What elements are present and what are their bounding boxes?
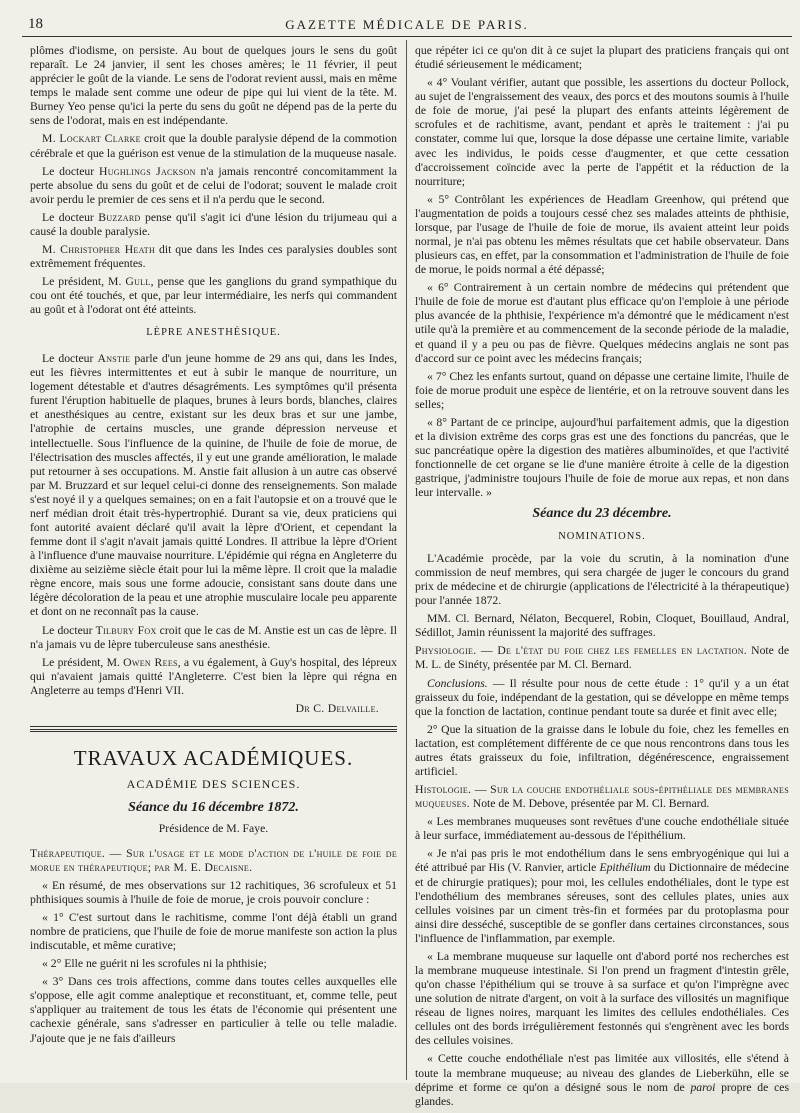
paper-title: Physiologie. — De l'état du foie chez les femelles en lactation. Note de M. L. de Sinéty, présentée par M. Cl. Bernard. xyxy=(415,644,790,672)
academy-heading: ACADÉMIE DES SCIENCES. xyxy=(126,777,301,792)
column-divider xyxy=(406,40,407,1080)
paragraph: plômes d'iodisme, on persiste. Au bout de quelques jours le sens du goût reparaît. Le 24 janvier, il sent les choses amères; le 11 février, il peut apprécier le goût de la viande. Le sens de l'odorat revient aussi, mais en même temps le malade sent comme une odeur de pipe qui lui vient de la tête. M. Burney Yeo pense qu'ici la perte du sens du goût ne dépend pas de la perte du sens de l'odorat, mais en est indépendante. xyxy=(30,44,397,128)
quote-paragraph: « 4° Voulant vérifier, autant que possible, les assertions du docteur Pollock, au sujet de l'engraissement des veaux, des porcs et des moutons soumis à l'huile de foie de morue, j'ai pesé la plupart des enfants atteints légèrement de scrofules et de rachitisme, avant, pendant et après le traitement : j'ai pu constater, comme lui que, lorsque la dose dépasse une certaine limite, variable avec les individus, le poids cesse d'augmenter, et que cette cessation d'accroissement coïncide avec la perte de l'appétit et la réduction de la nourriture; xyxy=(415,76,789,188)
subsection-heading: LÈPRE ANESTHÉSIQUE. xyxy=(146,327,281,339)
section-separator xyxy=(30,726,397,727)
quote-paragraph: « 7° Chez les enfants surtout, quand on dépasse une certaine limite, l'huile de foie de morue produit une espèce de lientérie, et on la retrouve souvent dans les selles; xyxy=(415,369,789,411)
paragraph: Conclusions. — Il résulte pour nous de cette étude : 1° qu'il y a un état graisseux du foie, indépendant de la gestation, qui se développe en même temps que la fonction de lactation, continue pendant toute sa durée et finit avec elle; xyxy=(415,676,789,718)
paragraph: Le docteur Buzzard pense qu'il s'agit ici d'une lésion du trijumeau qui a causé la double paralysie. xyxy=(30,210,397,238)
person-name: Buzzard xyxy=(98,210,141,224)
session-heading: Séance du 23 décembre. xyxy=(532,506,672,522)
person-name: Anstie xyxy=(97,352,131,366)
subject-label: Thérapeutique. xyxy=(30,846,106,860)
quote-paragraph: « 8° Partant de ce principe, aujourd'hui parfaitement admis, que la digestion et la division extrême des corps gras est une des fonctions du pancréas, que le suc pancréatique opère la digestion des matières albuminoïdes, et que l'activité fonctionnelle de cet organe se lie d'une manière étroite à celle de la digestion gastrique, j'administre toujours l'huile de foie de morue aux repas, et non dans leur intervalle. » xyxy=(415,415,789,500)
subject-label: Physiologie. xyxy=(415,644,477,658)
person-name: Hughlings Jackson xyxy=(98,164,196,178)
person-name: M. Christopher Heath xyxy=(42,243,156,257)
paragraph: Le docteur Tilbury Fox croit que le cas de M. Anstie est un cas de lèpre. Il n'a jamais vu de lèpre tuberculeuse sans anesthésie. xyxy=(30,623,397,651)
journal-title: GAZETTE MÉDICALE DE PARIS. xyxy=(285,17,529,32)
page-number: 18 xyxy=(28,16,43,32)
paragraph: Le docteur Anstie parle d'un jeune homme de 29 ans qui, dans les Indes, eut les fièvres intermittentes et eut à subir le manque de nourriture, un logement détestable et d'autres désagréments. Les symptômes qu'il présenta furent l'éruption habituelle de plaques, brunes à leurs bords, blanches, claires et anesthésiques au centre, existant sur les deux bras et sur une jambe, l'atrophie de certains muscles, une grande dépression nerveuse et intellectuelle. Sous l'influence de la quinine, de l'huile de foie de morue, de l'électrisation des muscles affectés, il y eut une grande amélioration, le malade put retourner à ses occupations. M. Anstie fait allusion à un autre cas observé par M. Bruzzard et sur lequel celui-ci donne des renseignements. Son malade s'est noyé il y a quelques semaines; on en a fait l'autopsie et on a trouvé que le nerf médian droit était très-hypertrophié. Durant sa vie, deux praticiens qui font autorité avaient déclaré qu'il avait la lèpre d'Orient, et cependant la femme dont il s'agit n'avait jamais quitté Londres. Il attribue la lèpre d'Orient à l'influence d'une mauvaise nourriture. L'épidémie qui régna en Angleterre du dixième au seizième siècle était pour lui la même lèpre. Il croit que la maladie règne encore, mais sous une forme adoucie, consistant sans doute dans une légère décoloration de la peau et une atrophie musculaire locale peu apparente et dont on ne reconnaît pas la cause. xyxy=(30,352,397,619)
quote-paragraph: « 6° Contrairement à un certain nombre de médecins qui prétendent que l'huile de foie de morue est d'autant plus efficace qu'on l'emploie à une période plus avancée de la phthisie, l'expérience m'a démontré que le médicament n'est utile qu'à la première et au commencement de la seconde période de la maladie, et quand il y a peu ou pas de fièvre. Quelques médecins anglais ne sont pas d'accord sur ce point avec les médecins français; xyxy=(415,281,789,365)
quote-paragraph: « Cette couche endothéliale n'est pas limitée aux villosités, elle s'étend à toute la membrane muqueuse; au niveau des glandes de Lieberkühn, elle se déprime et forme ce qu'on a désigné sous le nom de paroi propre de ces glandes. xyxy=(415,1052,789,1108)
section-title: TRAVAUX ACADÉMIQUES. xyxy=(73,745,354,770)
paragraph: M. Christopher Heath dit que dans les Indes ces paralysies doubles sont extrêmement fréquentes. xyxy=(30,243,397,271)
quote-paragraph: « 1° C'est surtout dans le rachitisme, comme l'ont déjà établi un grand nombre de praticiens, que l'huile de foie de morue manifeste son action la plus indiscutable, et même curative; xyxy=(30,910,397,953)
conclusions-label: Conclusions. xyxy=(427,676,488,690)
session-heading: Séance du 16 décembre 1872. xyxy=(128,799,299,815)
quote-paragraph: « 5° Contrôlant les expériences de Headlam Greenhow, qui prétend que l'augmentation de poids a toujours cessé chez ses malades atteints de phthisie, lorsque, par l'usage de l'huile de foie de morue, ils avaient atteint leur poids normal, je n'ai pas obtenu les mêmes résultats que cet habile observateur. Dans plusieurs cas, en effet, par la consommation et l'administration de l'huile de foie de morue, le poids normal a été dépassé; xyxy=(415,192,789,277)
person-name: Owen Rees xyxy=(123,655,178,669)
paragraph: M. Lockart Clarke croit que la double paralysie dépend de la commotion cérébrale et que la guérison est venue de la stimulation de la muqueuse nasale. xyxy=(30,132,397,160)
person-name: Gull xyxy=(125,275,151,289)
paper-title: Thérapeutique. — Sur l'usage et le mode d'action de l'huile de foie de morue en thérapeutique; par M. E. Decaisne. xyxy=(30,846,397,874)
author-signature: Dr C. Delvaille. xyxy=(295,701,379,715)
paragraph: MM. Cl. Bernard, Nélaton, Becquerel, Robin, Cloquet, Bouillaud, Andral, Sédillot, Jamin réunissent la majorité des suffrages. xyxy=(415,612,789,640)
subject-label: Histologie. xyxy=(415,783,472,797)
paragraph: Le président, M. Owen Rees, a vu également, à Guy's hospital, des lépreux qui n'avaient jamais quitté l'Angleterre. C'est bien la lèpre qui régna en Angleterre au temps d'Henri VII. xyxy=(30,655,397,697)
quote-paragraph: « Je n'ai pas pris le mot endothélium dans le sens embryogénique qui lui a été attribué par His (V. Ranvier, article Epithélium du Dictionnaire de médecine et de chirurgie pratiques); pour moi, les cellules endothéliales, dont le type est l'endothélium des membranes séreuses, sont des cellules plates, unies aux cellules voisines par un ciment très-fin et formées par du protoplasma pour ainsi dire desséché, susceptible de se gonfler dans certaines circonstances, sous l'influence de l'inflammation, par exemple. xyxy=(415,847,789,945)
presidency-line: Présidence de M. Faye. xyxy=(158,822,269,836)
person-name: Tilbury Fox xyxy=(95,623,157,637)
quote-paragraph: « En résumé, de mes observations sur 12 rachitiques, 36 scrofuleux et 51 phthisiques soumis à l'huile de foie de morue, je crois pouvoir conclure : xyxy=(30,878,397,906)
paragraph: L'Académie procède, par la voie du scrutin, à la nomination d'une commission de neuf membres, qui sera chargée de juger le concours du grand prix de médecine et de chirurgie (applications de l'électricité à la thérapeutique) pour l'année 1872. xyxy=(415,551,789,608)
quote-paragraph: « 3° Dans ces trois affections, comme dans toutes celles auxquelles elle s'oppose, elle agit comme analeptique et reconstituant, et, comme telle, peut s'appliquer au traitement de tous les états de l'économie qui présentent une cachexie générale, sans s'adresser en particulier à telle ou telle maladie. J'ajoute que je ne fais d'ailleurs xyxy=(30,975,397,1045)
paragraph: 2° Que la situation de la graisse dans le lobule du foie, chez les femelles en lactation, est complétement différente de ce que nous rencontrons dans tous les autres états graisseux du foie, infiltration, dégénérescence, engraissement artificiel. xyxy=(415,722,789,778)
section-separator-double xyxy=(30,729,397,732)
paper-title: Histologie. — Sur la couche endothéliale sous-épithéliale des membranes muqueuses. Note de M. Debove, présentée par M. Cl. Bernard. xyxy=(415,783,789,811)
quote-paragraph: « La membrane muqueuse sur laquelle ont d'abord porté nos recherches est la membrane muqueuse intestinale. Si l'on prend un fragment d'intestin grêle, qu'on chasse l'épithélium qui se trouve à sa surface et qu'on l'imprègne avec une solution de nitrate d'argent, on voit à la surface des villosités un magnifique réseau de lignes noires, marquant les limites des cellules endothéliales. Ces cellules ont des bords irrégulièrement festonnés qui s'engrènent avec les bords des cellules voisines. xyxy=(415,949,789,1048)
quote-paragraph: « 2° Elle ne guérit ni les scrofules ni la phthisie; xyxy=(42,957,267,971)
page-header xyxy=(22,14,792,37)
right-column xyxy=(415,44,789,1113)
quote-paragraph: « Les membranes muqueuses sont revêtues d'une couche endothéliale située à leur surface, immédiatement au-dessous de l'épithélium. xyxy=(415,815,789,843)
paragraph: Le président, M. Gull, pense que les ganglions du grand sympathique du cou ont été touchés, et que, par leur intermédiaire, les nerfs qui commandent au goût et à l'odorat ont été atteints. xyxy=(30,275,397,317)
quote-paragraph: que répéter ici ce qu'on dit à ce sujet la plupart des praticiens français qui ont étudié sérieusement le médicament; xyxy=(415,44,789,72)
person-name: M. Lockart Clarke xyxy=(42,132,141,146)
left-column xyxy=(30,44,397,1050)
nominations-heading: NOMINATIONS. xyxy=(558,531,646,543)
paragraph: Le docteur Hughlings Jackson n'a jamais rencontré concomitamment la perte absolue du sens du goût et de celui de l'odorat; souvent le malade croit avoir perdu le premier de ces sens et il n'a perdu que le second. xyxy=(30,164,397,206)
